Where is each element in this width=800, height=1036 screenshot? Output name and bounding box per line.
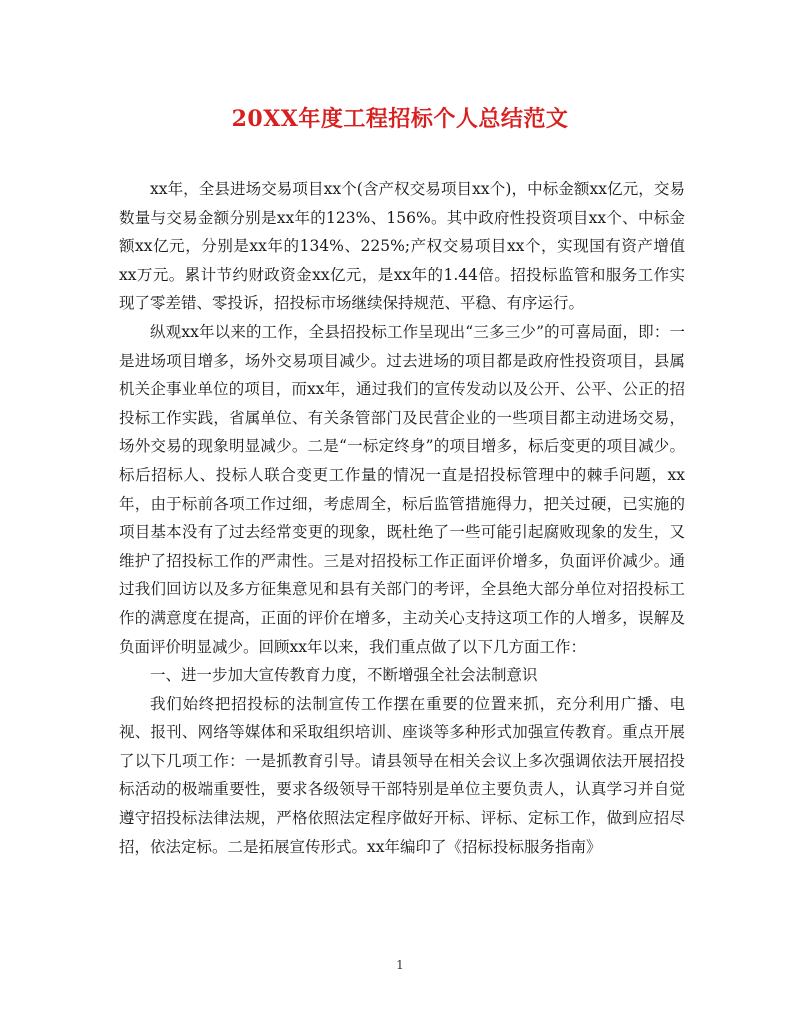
page-number: 1: [396, 958, 404, 972]
document-body: [119, 175, 685, 861]
section-heading: 一、进一步加大宣传教育力度，不断增强全社会法制意识: [150, 666, 538, 685]
paragraph-publicity: 我们始终把招投标的法制宣传工作摆在重要的位置来抓，充分利用广播、电视、报刊、网络等媒体和采取组织培训、座谈等多种形式加强宣传教育。重点开展了以下几项工作：一是抓教育引导。请县领导在相关会议上多次强调依法开展招投标活动的极端重要性，要求各级领导干部特别是单位主要负责人，认真学习并自觉遵守招投标法律法规，严格依照法定程序做好开标、评标、定标工作，做到应招尽招，依法定标。二是拓展宣传形式。xx年编印了《招标投标服务指南》: [119, 694, 685, 856]
document-title: 20XX年度工程招标个人总结范文: [231, 106, 569, 132]
paragraph-summary: xx年，全县进场交易项目xx个(含产权交易项目xx个)，中标金额xx亿元，交易数量与交易金额分别是xx年的123%、156%。其中政府性投资项目xx个、中标金额xx亿元，分别是xx年的134%、225%;产权交易项目xx个，实现国有资产增值xx万元。累计节约财政资金xx亿元，是xx年的1.44倍。招投标监管和服务工作实现了零差错、零投诉，招投标市场继续保持规范、平稳、有序运行。: [119, 180, 685, 313]
paragraph-overview: 纵观xx年以来的工作，全县招投标工作呈现出“三多三少”的可喜局面，即：一是进场项目增多，场外交易项目减少。过去进场的项目都是政府性投资项目，县属机关企事业单位的项目，而xx年，通过我们的宣传发动以及公开、公平、公正的招投标工作实践，省属单位、有关条管部门及民营企业的一些项目都主动进场交易，场外交易的现象明显减少。二是“一标定终身”的项目增多，标后变更的项目减少。标后招标人、投标人联合变更工作量的情况一直是招投标管理中的棘手问题，xx年，由于标前各项工作过细，考虑周全，标后监管措施得力，把关过硬，已实施的项目基本没有了过去经常变更的现象，既杜绝了一些可能引起腐败现象的发生，又维护了招投标工作的严肃性。三是对招投标工作正面评价增多，负面评价减少。通过我们回访以及多方征集意见和县有关部门的考评，全县绝大部分单位对招投标工作的满意度在提高，正面的评价在增多，主动关心支持这项工作的人增多，误解及负面评价明显减少。回顾xx年以来，我们重点做了以下几方面工作：: [119, 322, 685, 656]
